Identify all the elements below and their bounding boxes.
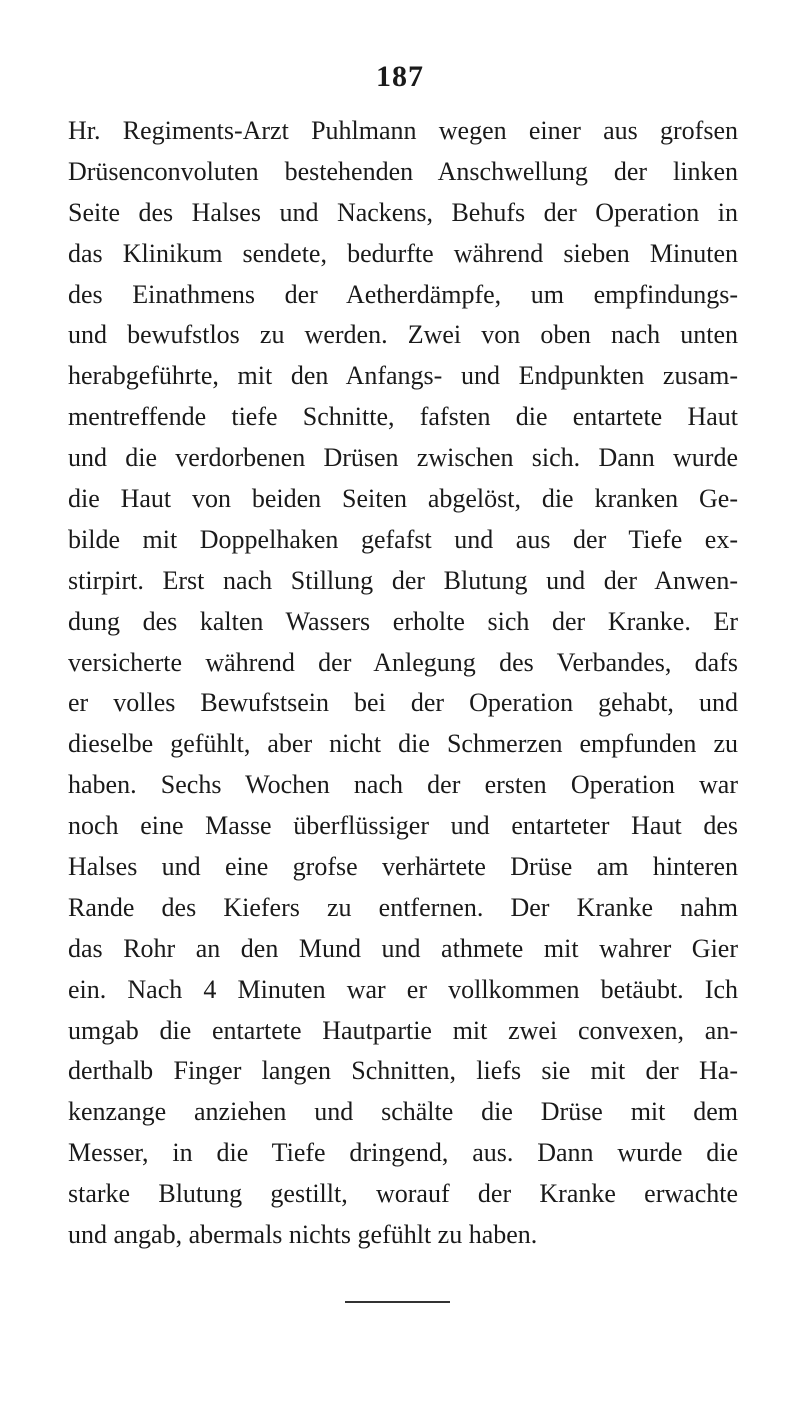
text-line: herabgeführte, mit den Anfangs- und Endpunkten zusam- bbox=[68, 361, 738, 391]
text-line: dieselbe gefühlt, aber nicht die Schmerzen empfunden zu bbox=[68, 729, 738, 759]
text-line: starke Blutung gestillt, worauf der Kranke erwachte bbox=[68, 1179, 738, 1209]
text-line: und die verdorbenen Drüsen zwischen sich. Dann wurde bbox=[68, 443, 738, 473]
text-line: Seite des Halses und Nackens, Behufs der Operation in bbox=[68, 197, 738, 227]
text-line: noch eine Masse überflüssiger und entarteter Haut des bbox=[68, 811, 738, 841]
text-line: umgab die entartete Hautpartie mit zwei convexen, an- bbox=[68, 1015, 738, 1045]
text-line: Halses und eine grofse verhärtete Drüse am hinteren bbox=[68, 852, 738, 882]
text-line: Drüsenconvoluten bestehenden Anschwellung der linken bbox=[68, 156, 738, 186]
text-line: stirpirt. Erst nach Stillung der Blutung und der Anwen- bbox=[68, 565, 738, 595]
text-line: und angab, abermals nichts gefühlt zu haben. bbox=[68, 1220, 538, 1250]
text-line: kenzange anziehen und schälte die Drüse mit dem bbox=[68, 1097, 738, 1127]
body-text bbox=[68, 111, 738, 1256]
text-line: haben. Sechs Wochen nach der ersten Operation war bbox=[68, 770, 738, 800]
text-line: das Klinikum sendete, bedurfte während sieben Minuten bbox=[68, 238, 738, 268]
text-line: das Rohr an den Mund und athmete mit wahrer Gier bbox=[68, 933, 738, 963]
text-line: Rande des Kiefers zu entfernen. Der Kranke nahm bbox=[68, 892, 738, 922]
text-line: ein. Nach 4 Minuten war er vollkommen betäubt. Ich bbox=[68, 974, 738, 1004]
text-line: bilde mit Doppelhaken gefafst und aus der Tiefe ex- bbox=[68, 524, 738, 554]
page-number: 187 bbox=[376, 60, 424, 93]
text-line: die Haut von beiden Seiten abgelöst, die kranken Ge- bbox=[68, 484, 738, 514]
text-line: Messer, in die Tiefe dringend, aus. Dann wurde die bbox=[68, 1138, 738, 1168]
text-line: und bewufstlos zu werden. Zwei von oben nach unten bbox=[68, 320, 738, 350]
text-line: dung des kalten Wassers erholte sich der Kranke. Er bbox=[68, 606, 738, 636]
footer-rule bbox=[345, 1301, 450, 1303]
text-line: er volles Bewufstsein bei der Operation gehabt, und bbox=[68, 688, 738, 718]
text-line: Hr. Regiments-Arzt Puhlmann wegen einer aus grofsen bbox=[68, 116, 738, 145]
text-line: versicherte während der Anlegung des Verbandes, dafs bbox=[68, 647, 738, 677]
text-line: des Einathmens der Aetherdämpfe, um empfindungs- bbox=[68, 279, 738, 309]
text-line: derthalb Finger langen Schnitten, liefs sie mit der Ha- bbox=[68, 1056, 738, 1086]
text-line: mentreffende tiefe Schnitte, fafsten die entartete Haut bbox=[68, 402, 738, 432]
